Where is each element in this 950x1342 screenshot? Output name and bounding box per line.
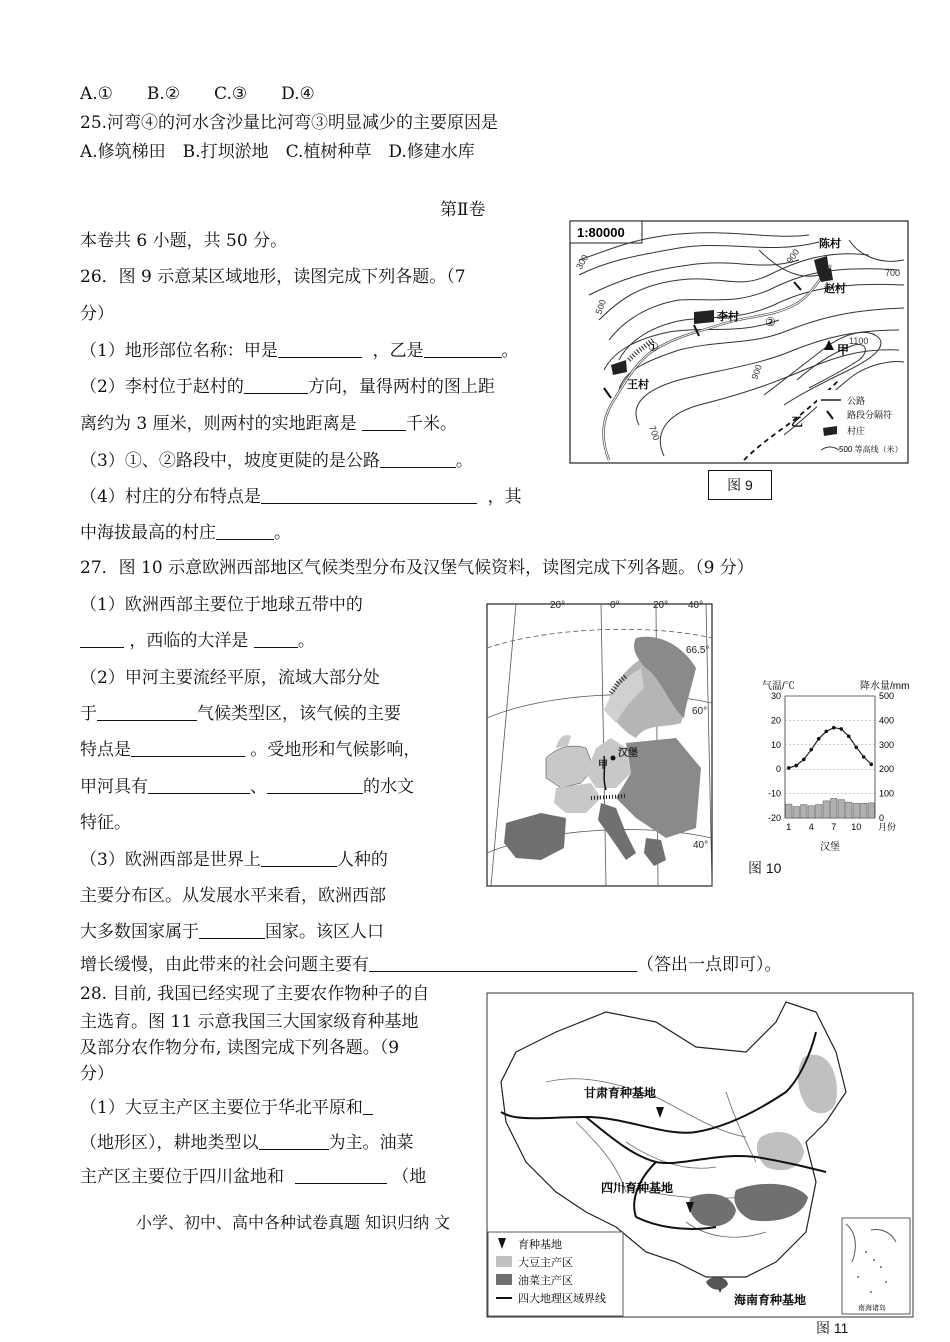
x-tick-label: 10: [851, 822, 862, 832]
q26-part3: （3）①、②路段中，坡度更陡的是公路 。: [80, 451, 473, 471]
fig11-legend: [488, 1232, 623, 1316]
contour-label-500: 500: [593, 298, 609, 316]
temperature-line: [789, 728, 872, 768]
legend-rape: 油菜主产区: [518, 1275, 573, 1287]
answer-blank: [244, 376, 308, 394]
figure-10-europe-map: [486, 598, 714, 888]
peak-jia-label: 甲: [837, 343, 850, 357]
q24-options: A.① B.② C.③ D.④: [80, 84, 315, 104]
q27-part1-cont: ，西临的大洋是 。: [80, 630, 315, 652]
precipitation-bar: [786, 804, 793, 818]
hamburg-climate-chart: [740, 676, 920, 854]
q26-part4: （4）村庄的分布特点是 ，其: [80, 487, 522, 507]
south-china-sea-inset: [842, 1218, 910, 1314]
contour-label-1100: 1100: [849, 336, 869, 346]
lon-label-0: 0°: [610, 600, 620, 611]
temperature-point: [862, 755, 866, 759]
q28-stem-c: 及部分农作物分布, 读图完成下列各题。（9: [80, 1038, 400, 1058]
q28-part1-c: 主产区主要位于四川盆地和 （地: [80, 1167, 427, 1187]
fig9-legend: [817, 390, 907, 462]
legend-tunnel: 路段分隔符: [847, 410, 893, 420]
answer-blank: [261, 486, 477, 504]
answer-blank: [380, 450, 456, 468]
legend-soy: 大豆主产区: [518, 1257, 573, 1269]
q27-part3-c: 大多数国家属于 国家。该区人口: [80, 922, 384, 942]
contour-label-300: 300: [574, 252, 591, 271]
answer-blank: [199, 921, 265, 939]
answer-blank: [267, 776, 363, 794]
temperature-point: [832, 726, 836, 730]
village-li-label: 李村: [717, 311, 739, 323]
temperature-point: [794, 764, 798, 768]
answer-blank: [261, 849, 337, 867]
precipitation-bar: [846, 802, 853, 818]
q27-stem: 27．图 10 示意欧洲西部地区气候类型分布及汉堡气候资料，读图完成下列各题。（9 分）: [80, 558, 754, 578]
y2-tick-label: 400: [879, 715, 895, 726]
y2-tick-label: 500: [879, 691, 895, 701]
q27-part1: （1）欧洲西部主要位于地球五带中的: [80, 595, 363, 615]
y-tick-label: 10: [770, 739, 781, 750]
precipitation-bar: [801, 805, 808, 818]
village-zhao-label: 赵村: [824, 283, 846, 295]
y-tick-label: 20: [770, 715, 781, 726]
answer-blank: [216, 522, 274, 540]
q26-part1: （1）地形部位名称：甲是 ，乙是 。: [80, 341, 519, 361]
q27-part2-b: 于 气候类型区，该气候的主要: [80, 704, 401, 724]
lon-label-20w: 20°: [550, 600, 566, 611]
y-tick-label: 0: [775, 764, 781, 775]
precipitation-bar: [861, 803, 868, 818]
temperature-point: [787, 766, 791, 770]
temperature-point: [809, 748, 813, 752]
q26-part4-cont: 中海拔最高的村庄 。: [80, 523, 291, 543]
q28-stem-d: 分）: [80, 1064, 114, 1084]
hamburg-label: 汉堡: [618, 748, 638, 759]
legend-road: 公路: [847, 396, 866, 406]
answer-blank: [369, 954, 637, 972]
answer-blank: [424, 340, 502, 358]
q28-stem-a: 28. 目前, 我国已经实现了主要农作物种子的自: [80, 984, 430, 1004]
temperature-point: [869, 763, 873, 767]
q28-part1-b: （地形区），耕地类型以 为主。油菜: [80, 1133, 414, 1153]
answer-blank: [295, 1166, 387, 1184]
road-segment-1-label: ①: [648, 340, 659, 354]
chart-city-label: 汉堡: [820, 842, 840, 853]
village-wang-label: 王村: [627, 379, 649, 391]
gansu-base-label: 甘肃育种基地: [584, 1086, 657, 1100]
lat-label-40: 40°: [693, 840, 709, 851]
river-jia-label: 甲: [598, 760, 608, 771]
q27-part3-d: 增长缓慢，由此带来的社会问题主要有 （答出一点即可）。: [80, 955, 782, 975]
road-segment-2-label: ②: [765, 315, 776, 329]
precipitation-bar: [838, 800, 845, 818]
chart-temp-axis-label: 气温/℃: [762, 681, 795, 692]
answer-blank: [131, 739, 245, 757]
y-tick-label: 30: [770, 691, 781, 701]
q28-part1: （1）大豆主产区主要位于华北平原和: [80, 1097, 373, 1119]
precipitation-bar: [823, 801, 830, 818]
chart-plot-frame: [785, 696, 875, 818]
answer-blank: [254, 630, 298, 648]
section-title: 第Ⅱ卷: [440, 200, 486, 220]
contour-label-900b: 900: [749, 363, 765, 381]
legend-contour: 500 等高线（米）: [839, 445, 903, 454]
figure-11-label: 图 11: [816, 1320, 849, 1336]
chart-precip-axis-label: 降水量/mm: [860, 681, 910, 692]
figure-9-label: 图 9: [708, 470, 772, 500]
q27-part3: （3）欧洲西部是世界上 人种的: [80, 850, 388, 870]
q26-stem: 26．图 9 示意某区域地形，读图完成下列各题。（7: [80, 267, 466, 287]
legend-base: 育种基地: [518, 1239, 562, 1251]
y2-tick-label: 100: [879, 788, 895, 799]
answer-blank: [80, 630, 124, 648]
answer-blank: [362, 413, 406, 431]
precipitation-bar: [831, 798, 838, 818]
contour-label-900a: 900: [784, 247, 802, 266]
lon-label-20e: 20°: [653, 600, 669, 611]
saddle-yi-label: 乙: [791, 415, 804, 429]
temperature-point: [817, 737, 821, 741]
section-intro: 本卷共 6 小题，共 50 分。: [80, 231, 288, 251]
answer-blank: [148, 776, 250, 794]
sichuan-base-label: 四川育种基地: [601, 1181, 674, 1195]
lat-label-66: 66.5°: [686, 645, 710, 656]
contour-label-700b: 700: [885, 268, 901, 278]
scale-label: 1:80000: [577, 225, 625, 240]
village-li-marker: [694, 310, 714, 324]
y-tick-label: -20: [767, 813, 781, 823]
answer-blank: [259, 1132, 329, 1150]
contour-label-700a: 700: [647, 424, 662, 442]
q26-stem-end: 分）: [80, 304, 114, 324]
q25-stem: 25.河弯④的河水含沙量比河弯③明显减少的主要原因是: [80, 113, 499, 133]
y2-tick-label: 200: [879, 764, 895, 775]
figure-11-china-map: [486, 992, 914, 1318]
q26-part2-cont: 离约为 3 厘米，则两村的实地距离是 千米。: [80, 414, 458, 434]
x-tick-label: 1: [786, 822, 792, 832]
q27-part2-e: 特征。: [80, 813, 131, 833]
inset-label: 南海诸岛: [858, 1305, 886, 1312]
lon-label-40e: 40°: [688, 600, 704, 611]
village-chen-label: 陈村: [819, 238, 841, 250]
temperature-point: [854, 745, 858, 749]
temperature-point: [847, 734, 851, 738]
q27-part2: （2）甲河主要流经平原，流域大部分处: [80, 668, 380, 688]
x-axis-label: 月份: [878, 822, 897, 832]
y2-tick-label: 300: [879, 739, 895, 750]
y-tick-label: -10: [767, 788, 781, 799]
figure-9-contour-map: [569, 220, 909, 464]
q27-part2-d: 甲河具有 、 的水文: [80, 777, 414, 797]
q27-part2-c: 特点是 。受地形和气候影响，: [80, 740, 421, 760]
q25-options: A.修筑梯田 B.打坝淤地 C.植树种草 D.修建水库: [80, 142, 475, 162]
precipitation-bar: [808, 806, 815, 818]
legend-boundary: 四大地理区域界线: [518, 1293, 606, 1305]
y2-tick-label: 0: [879, 813, 885, 823]
precipitation-bar: [816, 805, 823, 818]
figure-10-label: 图 10: [748, 860, 782, 876]
answer-blank: [278, 340, 362, 358]
q26-part2: （2）李村位于赵村的 方向，量得两村的图上距: [80, 377, 495, 397]
answer-blank: [363, 1097, 373, 1115]
answer-blank: [97, 703, 197, 721]
temperature-point: [839, 727, 843, 731]
q27-part3-b: 主要分布区。从发展水平来看，欧洲西部: [80, 886, 386, 906]
precipitation-bar: [853, 803, 860, 818]
temperature-point: [824, 730, 828, 734]
temperature-point: [802, 758, 806, 762]
precipitation-bar: [868, 803, 875, 818]
hainan-base-label: 海南育种基地: [734, 1293, 807, 1307]
lat-label-60: 60°: [692, 706, 708, 717]
x-tick-label: 7: [831, 822, 837, 832]
precipitation-bar: [793, 807, 800, 818]
footer-text: 小学、初中、高中各种试卷真题 知识归纳 文: [136, 1213, 451, 1232]
q28-stem-b: 主选育。图 11 示意我国三大国家级育种基地: [80, 1012, 419, 1032]
legend-village: 村庄: [847, 426, 866, 436]
x-tick-label: 4: [808, 822, 814, 832]
